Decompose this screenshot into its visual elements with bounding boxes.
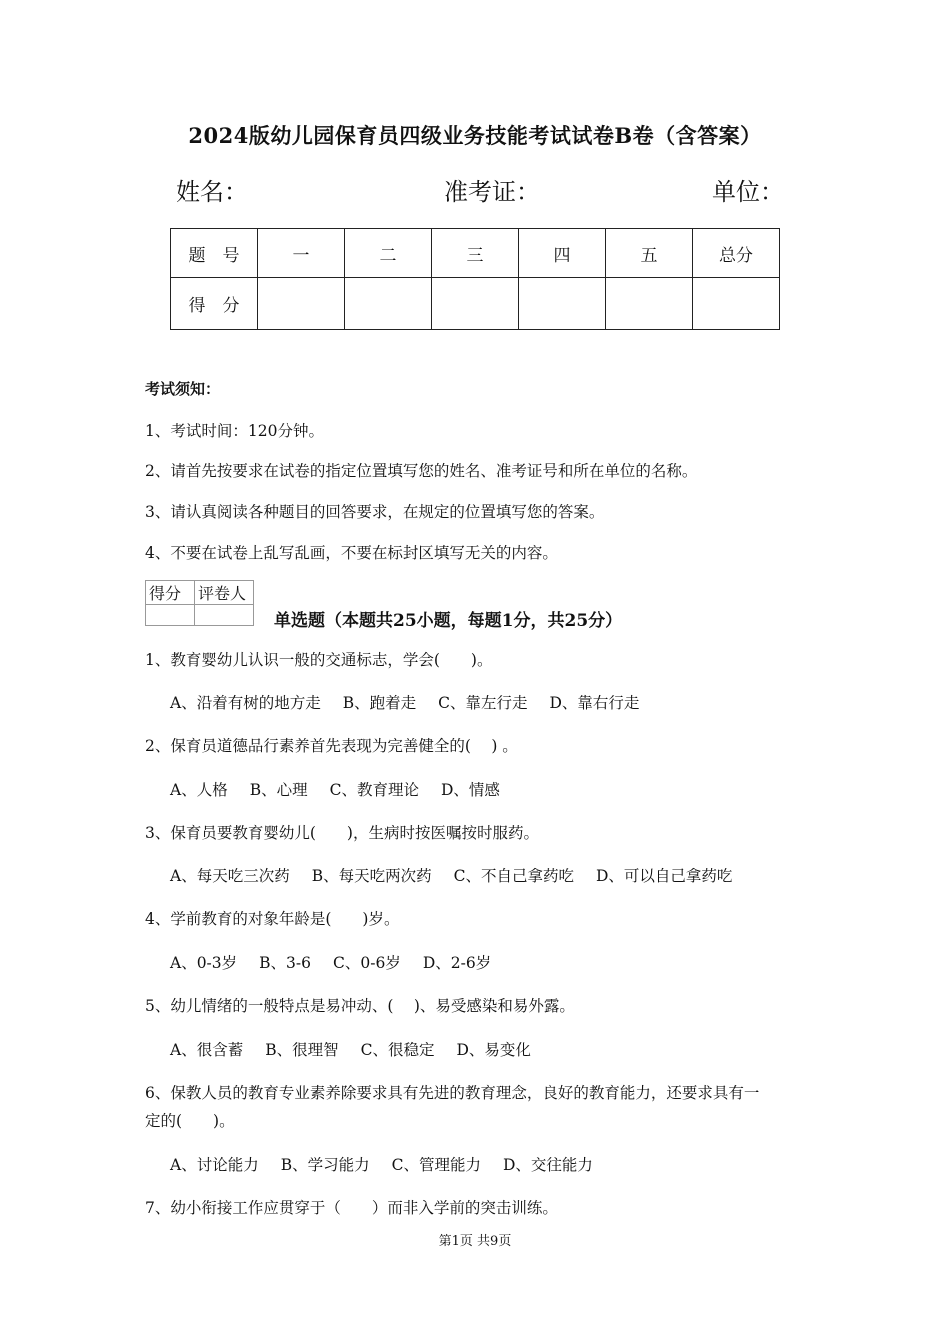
notice-item: 2、请首先按要求在试卷的指定位置填写您的姓名、准考证号和所在单位的名称。 [145,462,698,480]
option: A、很含蓄 [170,1041,244,1059]
question-options [170,1038,553,1060]
question-options [170,864,754,886]
score-table-header: 三 [432,229,519,278]
question-text: 1、教育婴幼儿认识一般的交通标志，学会( )。 [145,651,493,669]
score-cell[interactable] [606,278,693,330]
option: B、3-6 [259,954,312,972]
option: A、每天吃三次药 [170,867,290,885]
notice-item: 3、请认真阅读各种题目的回答要求，在规定的位置填写您的答案。 [145,503,605,521]
unit-label: 单位： [712,178,784,206]
score-table-header: 一 [258,229,345,278]
notice-item: 4、不要在试卷上乱写乱画，不要在标封区填写无关的内容。 [145,544,558,562]
score-cell[interactable] [345,278,432,330]
score-cell[interactable] [432,278,519,330]
option: D、2-6岁 [422,954,492,972]
question-text: 5、幼儿情绪的一般特点是易冲动、( )、易受感染和易外露。 [145,997,575,1015]
notice-title: 考试须知： [145,380,221,398]
exam-id-label: 准考证： [444,178,540,206]
question-text-continued: 定的( )。 [145,1112,235,1130]
score-table-header: 总分 [693,229,780,278]
option: A、沿着有树的地方走 [170,694,321,712]
option: A、0-3岁 [170,954,238,972]
option: C、靠左行走 [438,694,528,712]
option: B、每天吃两次药 [311,867,432,885]
question-text: 3、保育员要教育婴幼儿( )，生病时按医嘱按时服药。 [145,824,539,842]
option: C、教育理论 [329,781,419,799]
section-title: 单选题（本题共25小题，每题1分，共25分） [274,611,623,631]
option: B、跑着走 [342,694,417,712]
option: A、讨论能力 [170,1156,259,1174]
option: B、很理智 [265,1041,339,1059]
option: D、可以自己拿药吃 [595,867,733,885]
score-table-header: 题 号 [171,229,258,278]
option: C、管理能力 [391,1156,481,1174]
score-table-header: 四 [519,229,606,278]
grader-reviewer-label: 评卷人 [195,581,254,605]
option: A、人格 [170,781,228,799]
question-options [170,691,661,713]
grader-reviewer-cell[interactable] [195,605,254,626]
option: C、很稳定 [360,1041,435,1059]
option: D、交往能力 [502,1156,593,1174]
score-table-header-row [171,229,780,278]
grader-score-label: 得分 [146,581,195,605]
score-table [170,228,780,330]
question-text: 7、幼小衔接工作应贯穿于（ ）而非入学前的突击训练。 [145,1199,558,1217]
score-table-header: 五 [606,229,693,278]
question-options [170,1153,615,1175]
score-cell[interactable] [258,278,345,330]
option: B、心理 [249,781,308,799]
score-table-header: 二 [345,229,432,278]
option: C、0-6岁 [333,954,401,972]
option: D、易变化 [456,1041,531,1059]
page-footer: 第1页 共9页 [438,1234,512,1249]
question-text: 2、保育员道德品行素养首先表现为完善健全的( ) 。 [145,737,518,755]
notice-item: 1、考试时间：120分钟。 [145,422,324,440]
name-label: 姓名： [176,178,248,206]
question-options [170,778,522,800]
option: D、情感 [440,781,500,799]
grader-score-cell[interactable] [146,605,195,626]
question-options [170,951,513,973]
score-cell[interactable] [519,278,606,330]
question-text: 6、保教人员的教育专业素养除要求具有先进的教育理念，良好的教育能力，还要求具有一 [145,1084,760,1102]
option: D、靠右行走 [549,694,640,712]
option: B、学习能力 [280,1156,370,1174]
grader-box [145,580,254,626]
question-text: 4、学前教育的对象年龄是( )岁。 [145,910,400,928]
page-title: 2024版幼儿园保育员四级业务技能考试试卷B卷（含答案） [188,123,762,148]
score-table-score-row [171,278,780,330]
score-row-label: 得 分 [171,278,258,330]
option: C、不自己拿药吃 [453,867,574,885]
score-cell[interactable] [693,278,780,330]
